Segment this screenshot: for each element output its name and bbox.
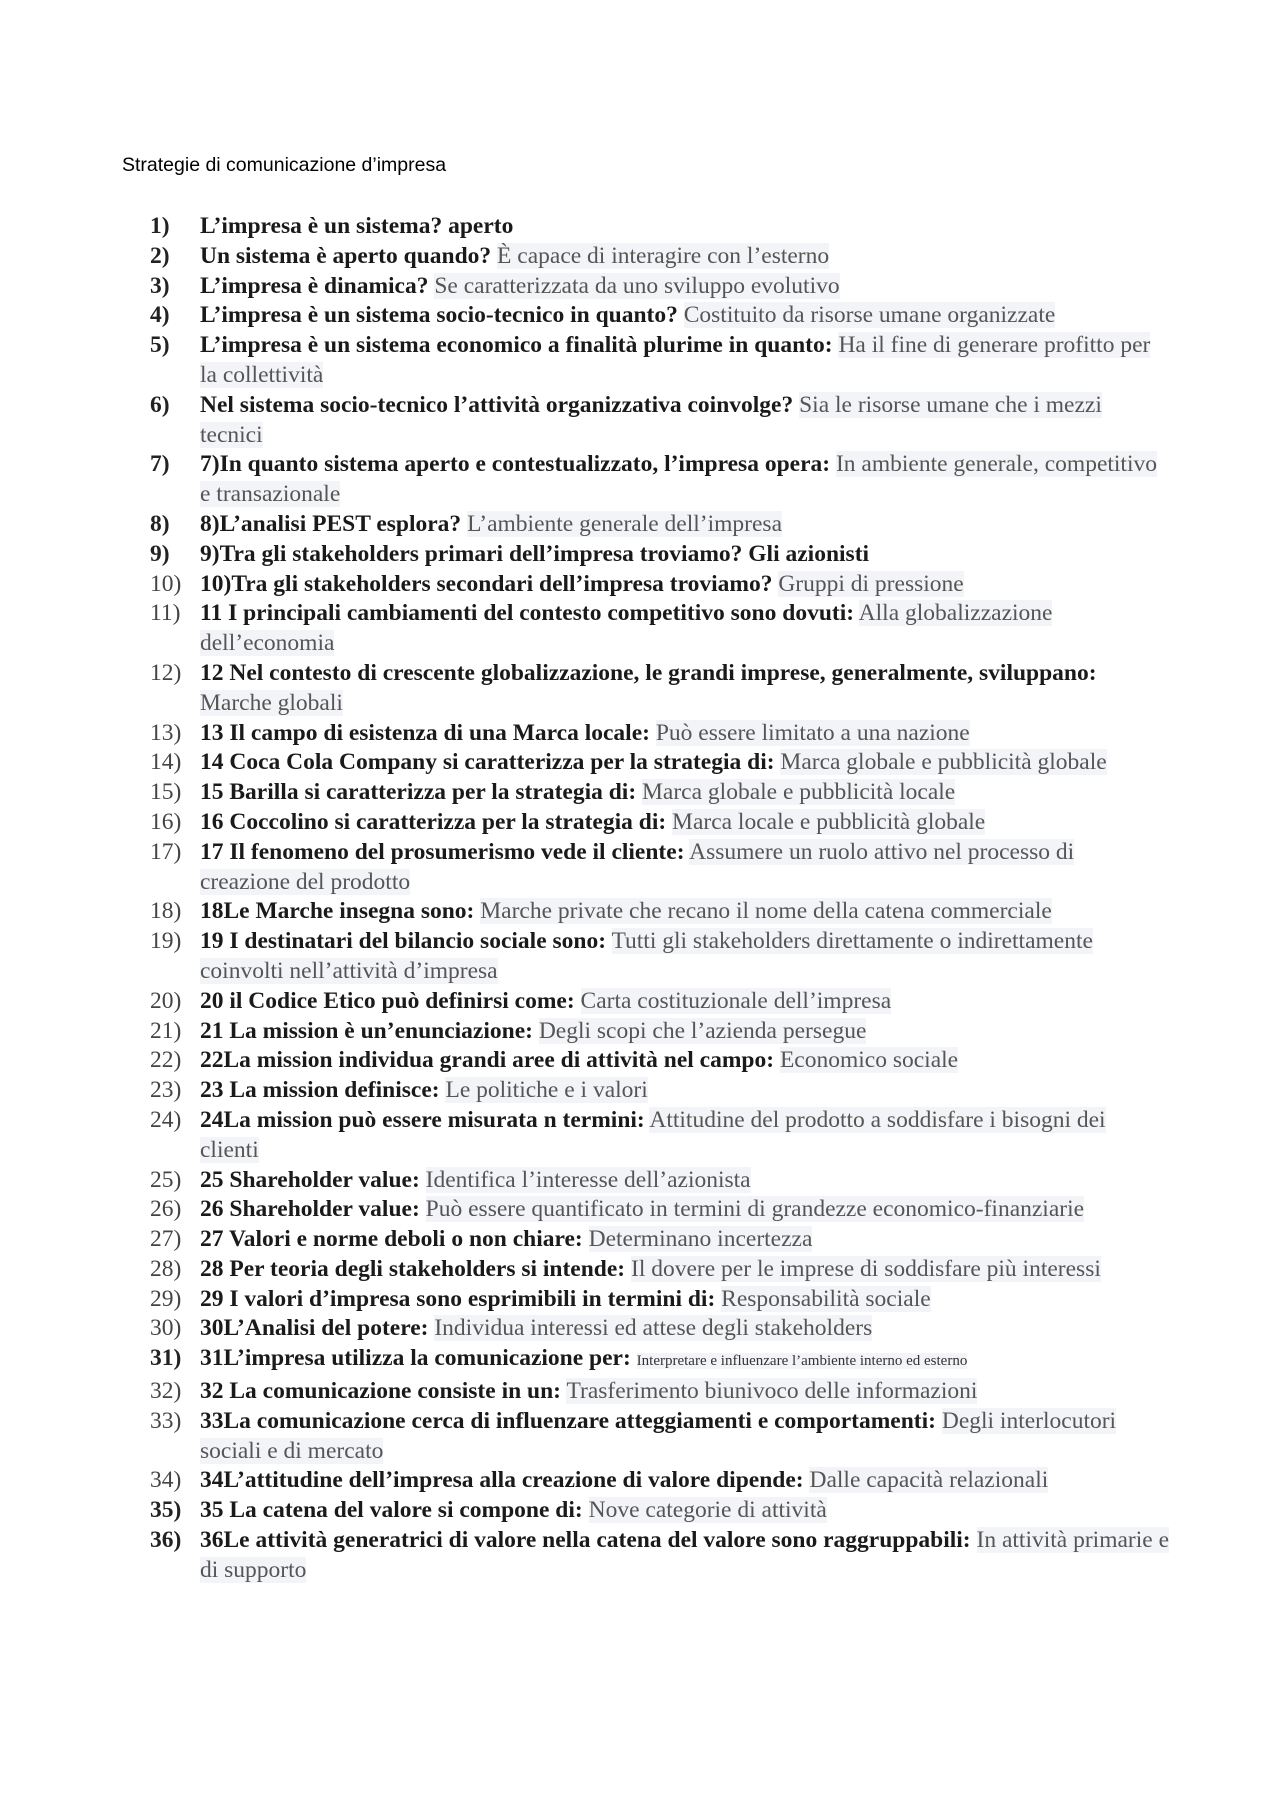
list-item <box>150 1225 1170 1255</box>
item-number: 30) <box>150 1315 182 1342</box>
answer-text: Marche globali <box>200 689 343 716</box>
list-item <box>150 331 1170 391</box>
item-number: 21) <box>150 1017 182 1044</box>
item-number: 3) <box>150 272 170 299</box>
list-item <box>150 748 1170 778</box>
list-item <box>150 1017 1170 1047</box>
answer-text: Carta costituzionale dell’impresa <box>580 987 892 1014</box>
question-text: L’impresa è un sistema socio-tecnico in quanto? <box>200 302 678 329</box>
item-text <box>200 1314 1170 1344</box>
answer-text: Responsabilità sociale <box>721 1285 931 1312</box>
item-number: 32) <box>150 1378 182 1405</box>
item-text <box>200 719 1170 749</box>
answer-text: Marca locale e pubblicità globale <box>672 808 986 835</box>
item-text <box>200 1377 1170 1407</box>
answer-text: Degli scopi che l’azienda persegue <box>538 1017 867 1044</box>
list-item <box>150 897 1170 927</box>
question-text: L’impresa è un sistema? <box>200 213 443 239</box>
list-item <box>150 659 1170 719</box>
item-text <box>200 748 1170 778</box>
list-item <box>150 1255 1170 1285</box>
item-number: 22) <box>150 1047 182 1074</box>
item-number: 9) <box>150 540 170 567</box>
answer-text: Identifica l’interesse dell’azionista <box>425 1166 751 1193</box>
list-item <box>150 1496 1170 1526</box>
item-text <box>200 242 1170 272</box>
item-text <box>200 808 1170 838</box>
item-number: 34) <box>150 1467 182 1494</box>
item-text <box>200 1285 1170 1315</box>
answer-text: Nove categorie di attività <box>588 1497 827 1524</box>
item-number: 8) <box>150 510 170 537</box>
question-text: 13 Il campo di esistenza di una Marca locale: <box>200 719 650 746</box>
list-item <box>150 510 1170 540</box>
item-text <box>200 1407 1170 1467</box>
item-number: 4) <box>150 302 170 329</box>
answer-text: Trasferimento biunivoco delle informazioni <box>566 1378 978 1405</box>
question-text: 35 La catena del valore si compone di: <box>200 1497 583 1524</box>
answer-text: In attività primarie e di supporto <box>200 1527 1170 1583</box>
answer-text: È capace di interagire con l’esterno <box>497 242 830 269</box>
list-item <box>150 1407 1170 1467</box>
item-text <box>200 987 1170 1017</box>
question-text: 31L’impresa utilizza la comunicazione per: <box>200 1345 631 1372</box>
answer-text: Degli interlocutori sociali e di mercato <box>200 1407 1117 1464</box>
list-item <box>150 599 1170 659</box>
answer-text: Tutti gli stakeholders direttamente o indirettamente coinvolti nell’attività d’impresa <box>200 928 1093 984</box>
list-item <box>150 301 1170 331</box>
answer-text: Dalle capacità relazionali <box>809 1467 1049 1494</box>
item-text <box>200 927 1170 987</box>
item-text <box>200 1225 1170 1255</box>
item-text <box>200 450 1170 510</box>
item-text <box>200 1046 1170 1076</box>
item-number: 28) <box>150 1255 182 1282</box>
list-item <box>150 1046 1170 1076</box>
list-item <box>150 391 1170 451</box>
question-text: 25 Shareholder value: <box>200 1166 420 1193</box>
list-item <box>150 242 1170 272</box>
question-text: 9)Tra gli stakeholders primari dell’impresa troviamo? <box>200 540 743 567</box>
item-text <box>200 1496 1170 1526</box>
question-text: 22La mission individua grandi aree di attività nel campo: <box>200 1047 775 1074</box>
question-text: 7)In quanto sistema aperto e contestualizzato, l’impresa opera: <box>200 451 831 478</box>
question-text: 24La mission può essere misurata n termini: <box>200 1106 645 1133</box>
answer-text: Gruppi di pressione <box>778 570 964 597</box>
item-text <box>200 331 1170 391</box>
question-text: 36Le attività generatrici di valore nella catena del valore sono raggruppabili: <box>200 1527 971 1554</box>
item-text <box>200 1255 1170 1285</box>
answer-text: Assumere un ruolo attivo nel processo di creazione del prodotto <box>200 838 1075 895</box>
answer-text: Può essere limitato a una nazione <box>655 719 970 746</box>
question-text: 28 Per teoria degli stakeholders si intende: <box>200 1255 626 1282</box>
answer-text: Se caratterizzata da uno sviluppo evolutivo <box>434 272 840 299</box>
item-text <box>200 1166 1170 1196</box>
list-item <box>150 570 1170 600</box>
item-number: 1) <box>150 213 170 239</box>
question-text: 26 Shareholder value: <box>200 1196 420 1223</box>
item-number: 16) <box>150 808 182 835</box>
item-number: 36) <box>150 1527 182 1554</box>
question-text: 34L’attitudine dell’impresa alla creazione di valore dipende: <box>200 1467 804 1494</box>
list-item <box>150 272 1170 302</box>
question-text: 14 Coca Cola Company si caratterizza per la strategia di: <box>200 749 775 776</box>
item-text <box>200 510 1170 540</box>
question-text: 8)L’analisi PEST esplora? <box>200 510 462 537</box>
list-item <box>150 1285 1170 1315</box>
question-text: 12 Nel contesto di crescente globalizzazione, le grandi imprese, generalmente, sviluppano: <box>200 659 1097 686</box>
answer-text: L’ambiente generale dell’impresa <box>467 510 782 537</box>
list-item <box>150 450 1170 510</box>
list-item <box>150 540 1170 570</box>
question-text: 16 Coccolino si caratterizza per la strategia di: <box>200 808 667 835</box>
item-number: 13) <box>150 719 182 746</box>
item-number: 12) <box>150 659 182 686</box>
item-text <box>200 599 1170 659</box>
item-text <box>200 838 1170 898</box>
question-text: Un sistema è aperto quando? <box>200 242 492 269</box>
list-item <box>150 838 1170 898</box>
item-number: 23) <box>150 1077 182 1104</box>
list-item <box>150 927 1170 987</box>
question-text: 15 Barilla si caratterizza per la strategia di: <box>200 779 637 806</box>
item-number: 17) <box>150 838 182 865</box>
document-title: Strategie di comunicazione d’impresa <box>122 154 447 176</box>
item-number: 20) <box>150 987 182 1014</box>
item-number: 18) <box>150 898 182 925</box>
item-number: 31) <box>150 1345 182 1372</box>
item-number: 19) <box>150 928 182 955</box>
item-number: 7) <box>150 451 170 478</box>
item-text <box>200 391 1170 451</box>
list-item <box>150 1166 1170 1196</box>
item-text <box>200 272 1170 302</box>
item-number: 6) <box>150 391 170 418</box>
question-text: L’impresa è un sistema economico a finalità plurime in quanto: <box>200 332 833 359</box>
item-text <box>200 659 1170 719</box>
list-item <box>150 1526 1170 1586</box>
item-text <box>200 301 1170 331</box>
question-text: 27 Valori e norme deboli o non chiare: <box>200 1226 583 1253</box>
question-text: L’impresa è dinamica? <box>200 272 429 299</box>
item-text <box>200 1195 1170 1225</box>
item-text <box>200 212 1170 242</box>
list-item <box>150 1377 1170 1407</box>
list-item <box>150 719 1170 749</box>
item-number: 15) <box>150 779 182 806</box>
list-item <box>150 1195 1170 1225</box>
item-text <box>200 1106 1170 1166</box>
answer-text: Le politiche e i valori <box>445 1077 648 1104</box>
question-text: 29 I valori d’impresa sono esprimibili in termini di: <box>200 1285 716 1312</box>
item-number: 35) <box>150 1497 182 1524</box>
answer-text: Ha il fine di generare profitto per la collettività <box>200 332 1151 388</box>
question-text: 33La comunicazione cerca di influenzare atteggiamenti e comportamenti: <box>200 1407 936 1434</box>
item-number: 26) <box>150 1196 182 1223</box>
answer-text: Marche private che recano il nome della catena commerciale <box>480 898 1052 925</box>
question-text: 18Le Marche insegna sono: <box>200 898 475 925</box>
item-text <box>200 1526 1170 1586</box>
list-item <box>150 1106 1170 1166</box>
item-number: 14) <box>150 749 182 776</box>
answer-text: Attitudine del prodotto a soddisfare i bisogni dei clienti <box>200 1106 1106 1163</box>
answer-text: Può essere quantificato in termini di grandezze economico-finanziarie <box>425 1196 1085 1223</box>
answer-text: Il dovere per le imprese di soddisfare più interessi <box>631 1255 1101 1282</box>
item-text <box>200 1017 1170 1047</box>
item-text <box>200 1344 1170 1377</box>
item-text <box>200 540 1170 570</box>
answer-text: Economico sociale <box>779 1047 959 1074</box>
answer-text: Gli azionisti <box>748 540 870 567</box>
item-text <box>200 1076 1170 1106</box>
item-text <box>200 778 1170 808</box>
list-item <box>150 1314 1170 1344</box>
answer-text: Individua interessi ed attese degli stakeholders <box>434 1315 873 1342</box>
question-text: 20 il Codice Etico può definirsi come: <box>200 987 575 1014</box>
question-text: 19 I destinatari del bilancio sociale sono: <box>200 928 607 955</box>
question-text: 32 La comunicazione consiste in un: <box>200 1378 562 1405</box>
list-item <box>150 1466 1170 1496</box>
item-number: 27) <box>150 1226 182 1253</box>
list-item <box>150 987 1170 1017</box>
answer-text: Sia le risorse umane che i mezzi tecnici <box>200 391 1102 448</box>
question-text: 17 Il fenomeno del prosumerismo vede il cliente: <box>200 838 685 865</box>
item-text <box>200 897 1170 927</box>
question-text: 23 La mission definisce: <box>200 1077 440 1104</box>
answer-text: Interpretare e influenzare l’ambiente interno ed esterno <box>636 1353 968 1370</box>
item-number: 25) <box>150 1166 182 1193</box>
list-item <box>150 778 1170 808</box>
item-number: 11) <box>150 600 181 627</box>
item-number: 5) <box>150 332 170 359</box>
question-text: 11 I principali cambiamenti del contesto competitivo sono dovuti: <box>200 600 855 627</box>
answer-text: Marca globale e pubblicità locale <box>642 779 956 806</box>
answer-text: Costituito da risorse umane organizzate <box>683 302 1056 329</box>
question-text: 10)Tra gli stakeholders secondari dell’impresa troviamo? <box>200 570 773 597</box>
answer-text: Determinano incertezza <box>588 1226 813 1253</box>
question-text: Nel sistema socio-tecnico l’attività organizzativa coinvolge? <box>200 391 794 418</box>
answer-text: Marca globale e pubblicità globale <box>780 749 1107 776</box>
list-item <box>150 1344 1170 1377</box>
answer-text: In ambiente generale, competitivo e transazionale <box>200 451 1157 508</box>
answer-text: aperto <box>448 213 514 239</box>
item-text <box>200 1466 1170 1496</box>
item-number: 33) <box>150 1407 182 1434</box>
answer-text: Alla globalizzazione dell’economia <box>200 600 1053 657</box>
item-number: 29) <box>150 1285 182 1312</box>
item-number: 2) <box>150 242 170 269</box>
question-text: 30L’Analisi del potere: <box>200 1315 429 1342</box>
list-item <box>150 212 1170 242</box>
list-item <box>150 1076 1170 1106</box>
question-list <box>150 212 1170 1586</box>
list-item <box>150 808 1170 838</box>
item-number: 10) <box>150 570 182 597</box>
item-number: 24) <box>150 1106 182 1133</box>
question-text: 21 La mission è un’enunciazione: <box>200 1017 533 1044</box>
item-text <box>200 570 1170 600</box>
